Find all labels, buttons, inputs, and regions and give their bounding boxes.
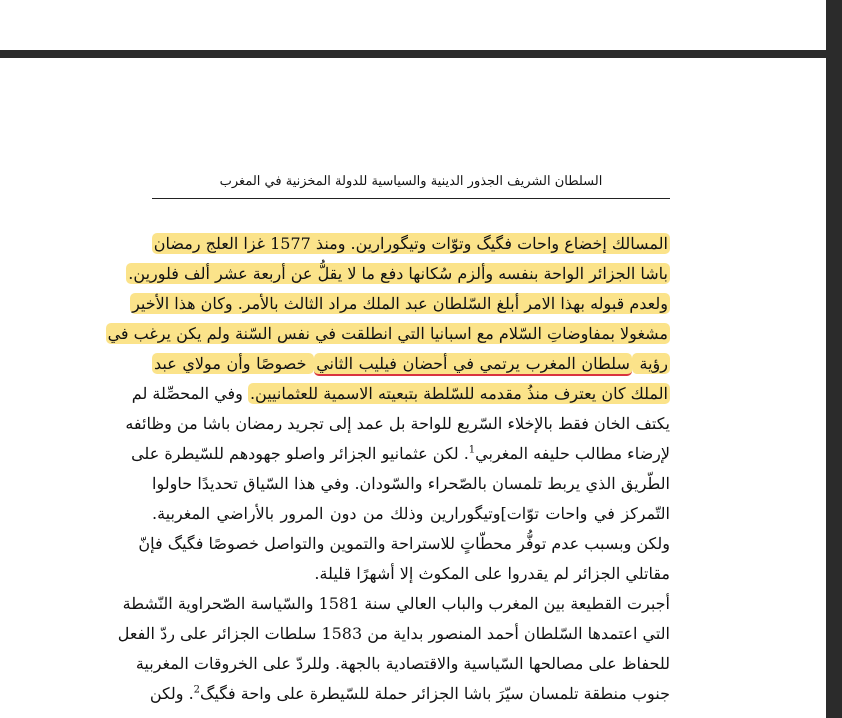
text-segment: . لكن عثمانيو الجزائر واصلو جهودهم للسّيطرة على <box>131 444 469 463</box>
text-line <box>149 679 670 709</box>
highlighted-text: باشا الجزائر الواحة بنفسه وألزم سُكانها دفع ما لا يقلُّ عن أربعة عشر ألف فلورين. <box>128 264 668 283</box>
text-segment: . ولكن <box>149 684 194 703</box>
highlighted-text: رؤية <box>633 354 669 373</box>
text-segment: أجبرت القطيعة بين المغرب والباب العالي سنة 1581 والسّياسة الصّحراوية النّشطة <box>122 594 670 613</box>
text-line <box>128 259 670 289</box>
text-line <box>152 229 670 259</box>
text-line <box>131 379 670 409</box>
text-line <box>152 559 670 589</box>
text-line <box>131 439 670 469</box>
text-line <box>132 289 670 319</box>
text-segment: ولكن وبسبب عدم توفُّر محطّاتٍ للاستراحة والتموين والتواصل خصوصًا فگيگ فإنّ <box>138 534 670 553</box>
body-text <box>107 229 671 709</box>
text-line <box>135 649 670 679</box>
text-line <box>117 619 670 649</box>
text-segment: جنوب منطقة تلمسان سيّرَ باشا الجزائر حملة للسّيطرة على واحة فگيگ <box>200 684 670 703</box>
viewer-scrollbar[interactable] <box>826 0 842 718</box>
text-segment: التي اعتمدها السّلطان أحمد المنصور بداية من 1583 سلطات الجزائر على ردّ الفعل <box>117 624 670 643</box>
text-line <box>152 499 670 529</box>
text-line <box>125 409 670 439</box>
footnote-marker: 1 <box>468 444 476 456</box>
footnote-marker: 2 <box>193 684 201 696</box>
running-header: السلطان الشريف الجذور الدينية والسياسية للدولة المخزنية في المغرب <box>219 174 603 189</box>
text-segment: يكتف الخان فقط بالإخلاء السّريع للواحة بل عمد إلى تجريد رمضان باشا من وظائفه <box>125 414 670 433</box>
highlighted-text: خصوصًا وأن مولاي عبد <box>154 354 313 373</box>
highlighted-text: مشغولا بمفاوضاتِ السّلام مع اسبانيا التي انطلقت في نفس السّنة ولم يكن يرغب في <box>107 324 668 343</box>
text-segment: التّمركز في واحات توّات]وتيگورارين وذلك من دون المرور بالأراضي المغربية. <box>152 504 671 523</box>
header-divider <box>152 198 670 199</box>
text-segment: للحفاظ على مصالحها السّياسية والاقتصادية بالجهة. وللردّ على الخروقات المغربية <box>135 654 670 673</box>
text-segment: لإرضاء مطالب حليفه المغربي <box>475 444 670 463</box>
text-line <box>122 589 670 619</box>
text-line <box>152 469 670 499</box>
text-line <box>152 349 670 379</box>
text-line <box>138 529 670 559</box>
viewer-top-border <box>0 50 826 58</box>
underlined-highlighted-text: سلطان المغرب يرتمي في أحضان فيليب الثاني <box>314 353 632 376</box>
text-segment: وفي المحصِّلة لم <box>131 384 248 403</box>
highlighted-text: الملك كان يعترف منذُ مقدمه للسّلطة بتبعيته الاسمية للعثمانيين. <box>249 384 668 403</box>
text-line <box>107 319 670 349</box>
highlighted-text: المسالك إخضاع واحات فگيگ وتوّات وتيگورارين. ومنذ 1577 غزا العلج رمضان <box>153 234 668 253</box>
highlighted-text: ولعدم قبوله بهذا الامر أبلغ السّلطان عبد الملك مراد الثالث بالأمر. وكان هذا الأخير <box>132 294 668 313</box>
text-segment: الطّريق الذي يربط تلمسان بالصّحراء والسّودان. وفي هذا السّياق تحديدًا حاولوا <box>152 474 670 493</box>
text-segment: مقاتلي الجزائر لم يقدروا على المكوث إلا أشهرًا قليلة. <box>314 564 670 583</box>
